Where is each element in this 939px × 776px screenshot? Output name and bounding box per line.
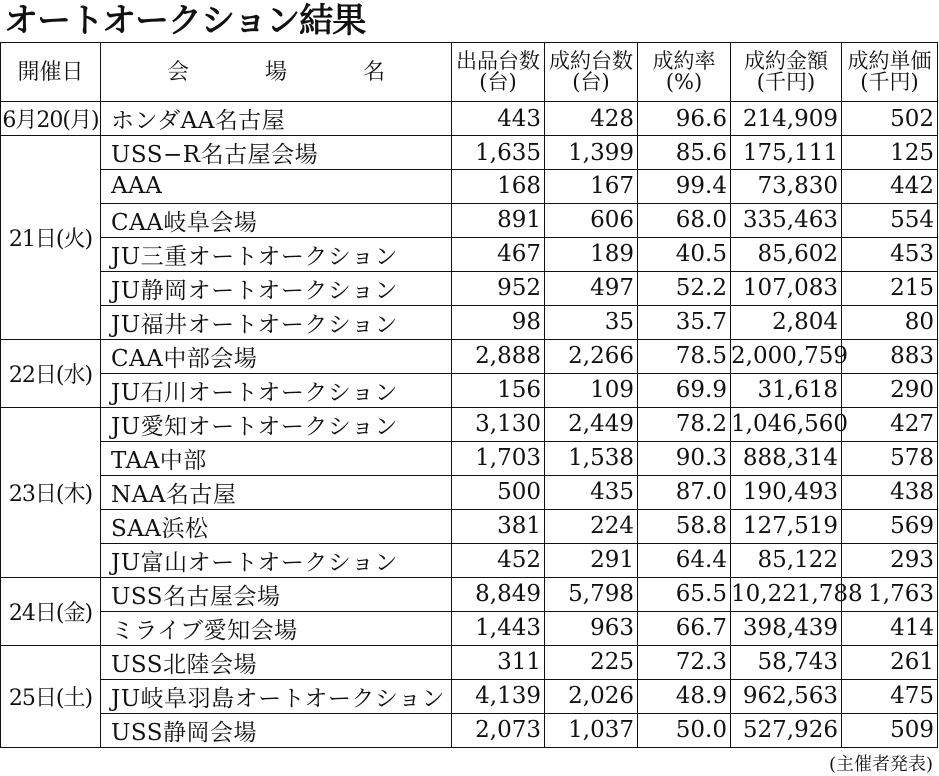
sold-amount-cell: 127,519 (731, 509, 842, 543)
header-listed-label: 出品台数 (456, 49, 540, 73)
sold-count-cell: 1,399 (545, 136, 638, 170)
sold-rate-cell: 48.9 (638, 679, 731, 713)
sold-count-cell: 963 (545, 611, 638, 645)
sold-count-cell: 2,026 (545, 679, 638, 713)
header-row (1, 43, 938, 102)
venue-cell: JU富山オートオークション (101, 543, 452, 577)
listed-count-cell: 891 (452, 203, 545, 237)
header-unit-price (842, 43, 938, 102)
table-row (1, 679, 938, 713)
listed-count-cell: 98 (452, 305, 545, 339)
sold-count-cell: 291 (545, 543, 638, 577)
table-row (1, 645, 938, 679)
unit-price-cell: 293 (842, 543, 938, 577)
auction-results-table (0, 42, 938, 748)
table-row (1, 339, 938, 373)
table-row (1, 577, 938, 611)
sold-rate-cell: 52.2 (638, 271, 731, 305)
sold-rate-cell: 40.5 (638, 237, 731, 271)
unit-price-cell: 475 (842, 679, 938, 713)
sold-amount-cell: 1,046,560 (731, 407, 842, 441)
sold-rate-cell: 58.8 (638, 509, 731, 543)
sold-rate-cell: 99.4 (638, 170, 731, 204)
date-cell: 24日(金) (1, 577, 101, 645)
listed-count-cell: 443 (452, 102, 545, 136)
sold-amount-cell: 85,602 (731, 237, 842, 271)
listed-count-cell: 311 (452, 645, 545, 679)
listed-count-cell: 952 (452, 271, 545, 305)
sold-amount-cell: 58,743 (731, 645, 842, 679)
listed-count-cell: 168 (452, 170, 545, 204)
header-venue-char: 場 (264, 59, 287, 85)
header-sold (545, 43, 638, 102)
unit-price-cell: 290 (842, 373, 938, 407)
sold-amount-cell: 527,926 (731, 713, 842, 747)
sold-count-cell: 2,266 (545, 339, 638, 373)
header-amount (731, 43, 842, 102)
sold-count-cell: 497 (545, 271, 638, 305)
table-row (1, 441, 938, 475)
venue-cell: USS静岡会場 (101, 713, 452, 747)
table-row (1, 509, 938, 543)
header-venue-char: 会 (166, 59, 189, 85)
venue-cell: USS−R名古屋会場 (101, 136, 452, 170)
venue-cell: JU岐阜羽島オートオークション (101, 679, 452, 713)
date-cell: 25日(土) (1, 645, 101, 747)
sold-amount-cell: 398,439 (731, 611, 842, 645)
header-amount-label: 成約金額 (744, 49, 828, 73)
listed-count-cell: 8,849 (452, 577, 545, 611)
sold-count-cell: 1,037 (545, 713, 638, 747)
venue-cell: ホンダAA名古屋 (101, 102, 452, 136)
sold-rate-cell: 35.7 (638, 305, 731, 339)
listed-count-cell: 3,130 (452, 407, 545, 441)
sold-rate-cell: 69.9 (638, 373, 731, 407)
unit-price-cell: 502 (842, 102, 938, 136)
venue-cell: JU福井オートオークション (101, 305, 452, 339)
sold-amount-cell: 73,830 (731, 170, 842, 204)
header-listed-unit: (台) (479, 70, 517, 94)
unit-price-cell: 125 (842, 136, 938, 170)
listed-count-cell: 2,073 (452, 713, 545, 747)
sold-rate-cell: 90.3 (638, 441, 731, 475)
sold-amount-cell: 2,000,759 (731, 339, 842, 373)
unit-price-cell: 509 (842, 713, 938, 747)
sold-count-cell: 606 (545, 203, 638, 237)
listed-count-cell: 381 (452, 509, 545, 543)
sold-rate-cell: 64.4 (638, 543, 731, 577)
listed-count-cell: 156 (452, 373, 545, 407)
listed-count-cell: 1,703 (452, 441, 545, 475)
header-rate-label: 成約率 (652, 49, 716, 73)
table-row (1, 713, 938, 747)
sold-count-cell: 189 (545, 237, 638, 271)
unit-price-cell: 554 (842, 203, 938, 237)
page-title: オートオークション結果 (4, 1, 366, 41)
unit-price-cell: 261 (842, 645, 938, 679)
venue-cell: JU三重オートオークション (101, 237, 452, 271)
header-amount-unit: (千円) (756, 70, 816, 94)
table-row (1, 136, 938, 170)
venue-cell: USS北陸会場 (101, 645, 452, 679)
date-cell: 22日(水) (1, 339, 101, 407)
header-unit-price-label: 成約単価 (847, 49, 932, 73)
sold-count-cell: 2,449 (545, 407, 638, 441)
table-row (1, 407, 938, 441)
sold-count-cell: 224 (545, 509, 638, 543)
unit-price-cell: 438 (842, 475, 938, 509)
sold-count-cell: 109 (545, 373, 638, 407)
header-sold-label: 成約台数 (549, 49, 633, 73)
header-venue (101, 43, 452, 102)
sold-amount-cell: 31,618 (731, 373, 842, 407)
header-date: 開催日 (1, 43, 101, 102)
sold-rate-cell: 78.2 (638, 407, 731, 441)
listed-count-cell: 4,139 (452, 679, 545, 713)
unit-price-cell: 883 (842, 339, 938, 373)
unit-price-cell: 427 (842, 407, 938, 441)
sold-amount-cell: 107,083 (731, 271, 842, 305)
venue-cell: TAA中部 (101, 441, 452, 475)
listed-count-cell: 2,888 (452, 339, 545, 373)
sold-amount-cell: 175,111 (731, 136, 842, 170)
sold-amount-cell: 888,314 (731, 441, 842, 475)
unit-price-cell: 414 (842, 611, 938, 645)
sold-count-cell: 5,798 (545, 577, 638, 611)
table-row (1, 203, 938, 237)
table-row (1, 475, 938, 509)
listed-count-cell: 1,443 (452, 611, 545, 645)
header-rate-unit: (%) (665, 70, 703, 94)
venue-cell: JU石川オートオークション (101, 373, 452, 407)
sold-rate-cell: 50.0 (638, 713, 731, 747)
sold-count-cell: 428 (545, 102, 638, 136)
sold-amount-cell: 962,563 (731, 679, 842, 713)
sold-count-cell: 167 (545, 170, 638, 204)
venue-cell: USS名古屋会場 (101, 577, 452, 611)
sold-rate-cell: 78.5 (638, 339, 731, 373)
venue-cell: JU愛知オートオークション (101, 407, 452, 441)
listed-count-cell: 1,635 (452, 136, 545, 170)
sold-rate-cell: 87.0 (638, 475, 731, 509)
table-row (1, 170, 938, 204)
table-row (1, 373, 938, 407)
unit-price-cell: 578 (842, 441, 938, 475)
sold-amount-cell: 2,804 (731, 305, 842, 339)
sold-amount-cell: 190,493 (731, 475, 842, 509)
header-unit-price-unit: (千円) (860, 70, 919, 94)
header-sold-unit: (台) (572, 70, 610, 94)
header-listed (452, 43, 545, 102)
unit-price-cell: 80 (842, 305, 938, 339)
results-body (1, 102, 938, 748)
sold-count-cell: 225 (545, 645, 638, 679)
source-note: (主催者発表) (828, 754, 933, 775)
sold-amount-cell: 214,909 (731, 102, 842, 136)
sold-count-cell: 435 (545, 475, 638, 509)
venue-cell: JU静岡オートオークション (101, 271, 452, 305)
venue-cell: SAA浜松 (101, 509, 452, 543)
sold-rate-cell: 65.5 (638, 577, 731, 611)
sold-rate-cell: 85.6 (638, 136, 731, 170)
table-row (1, 237, 938, 271)
sold-rate-cell: 68.0 (638, 203, 731, 237)
venue-cell: CAA岐阜会場 (101, 203, 452, 237)
sold-rate-cell: 72.3 (638, 645, 731, 679)
sold-count-cell: 1,538 (545, 441, 638, 475)
header-rate (638, 43, 731, 102)
date-cell: 23日(木) (1, 407, 101, 577)
sold-rate-cell: 66.7 (638, 611, 731, 645)
unit-price-cell: 215 (842, 271, 938, 305)
unit-price-cell: 1,763 (842, 577, 938, 611)
table-row (1, 611, 938, 645)
sold-amount-cell: 85,122 (731, 543, 842, 577)
listed-count-cell: 467 (452, 237, 545, 271)
table-row (1, 271, 938, 305)
sold-rate-cell: 96.6 (638, 102, 731, 136)
listed-count-cell: 500 (452, 475, 545, 509)
table-row (1, 305, 938, 339)
unit-price-cell: 453 (842, 237, 938, 271)
header-venue-char: 名 (363, 59, 386, 85)
sold-amount-cell: 10,221,788 (731, 577, 842, 611)
listed-count-cell: 452 (452, 543, 545, 577)
table-row (1, 543, 938, 577)
date-cell: 6月20(月) (1, 102, 101, 136)
sold-amount-cell: 335,463 (731, 203, 842, 237)
venue-cell: ミライブ愛知会場 (101, 611, 452, 645)
table-row (1, 102, 938, 136)
venue-cell: NAA名古屋 (101, 475, 452, 509)
venue-cell: AAA (101, 170, 452, 204)
venue-cell: CAA中部会場 (101, 339, 452, 373)
date-cell: 21日(火) (1, 136, 101, 340)
unit-price-cell: 442 (842, 170, 938, 204)
unit-price-cell: 569 (842, 509, 938, 543)
sold-count-cell: 35 (545, 305, 638, 339)
